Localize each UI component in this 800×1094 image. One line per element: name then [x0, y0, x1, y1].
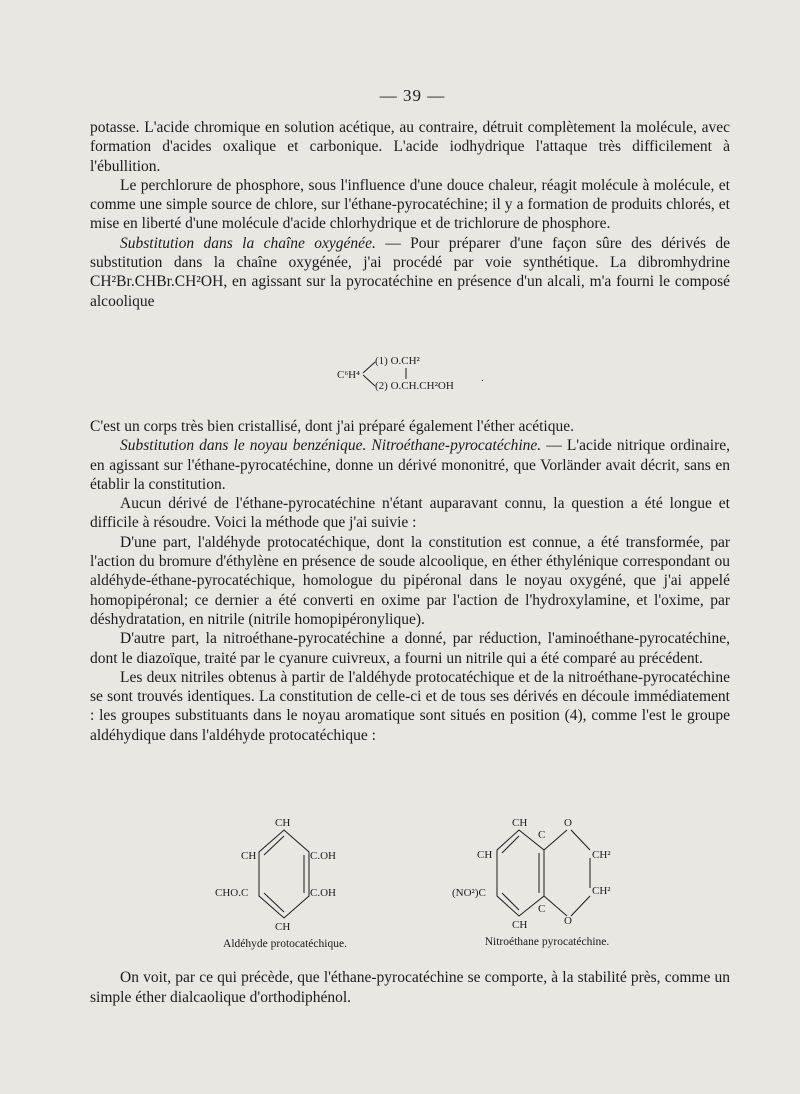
atom-right-coh-low: C.OH — [310, 887, 336, 899]
paragraph-conclusion — [90, 968, 730, 1008]
atom-n-ch2-top: CH² — [592, 849, 611, 861]
atom-cho-c: CHO.C — [215, 887, 249, 899]
formula-alcoolique — [335, 348, 535, 396]
figure-aldehyde — [205, 814, 365, 934]
structure-nitroethane — [452, 812, 632, 934]
paragraph-chaine-text: — Pour préparer d'une façon sûre des dérivés de substitution dans la chaîne oxygénée, j'ai procédé par voie synthétique. La dibromhydrine CH²Br.CHBr.CH²OH, en agissant sur la pyrocatéchine en présence d'un alcali, m'a fourni le composé alcoolique — [90, 234, 730, 310]
figure-nitroethane — [452, 812, 632, 934]
paragraph-chaine-oxygenee — [90, 234, 730, 311]
caption-aldehyde: Aldéhyde protocatéchique. — [223, 938, 347, 950]
caption-nitroethane: Nitroéthane pyrocatéchine. — [484, 936, 610, 948]
atom-n-ch2-bottom: CH² — [592, 885, 611, 897]
paragraph-aucun-derive: Aucun dérivé de l'éthane-pyrocatéchine n'étant auparavant connu, la question a été longue et difficile à résoudre. Voici la méthode que j'ai suivie : — [90, 495, 730, 532]
page-number: — 39 — — [379, 86, 446, 105]
conclusion-text: On voit, par ce qui précède, que l'éthane-pyrocatéchine se comporte, à la stabilité près, comme un simple éther dialcaolique d'orthodiphénol. — [90, 969, 730, 1006]
atom-right-coh: C.OH — [310, 850, 336, 862]
text-block-middle — [90, 417, 730, 745]
atom-n-c-bottom: C — [538, 903, 546, 915]
paragraph-cristallise: C'est un corps très bien cristallisé, dont j'ai préparé également l'éther acétique. — [90, 418, 574, 435]
paragraph-autre-part: D'autre part, la nitroéthane-pyrocatéchine a donné, par réduction, l'aminoéthane-pyrocatéchine, dont le diazoïque, traité par le cyanure cuivreux, a fourni un nitrile qui a été comparé au précédent. — [90, 630, 730, 667]
text-block-top — [90, 118, 730, 311]
paragraph-potasse: potasse. L'acide chromique en solution acétique, au contraire, détruit complètement la molécule, avec formation d'acides oxalique et carbonique. L'acide iodhydrique l'attaque très difficilement à l'ébullition. — [90, 119, 730, 175]
section-heading-noyau: Substitution dans le noyau benzénique. Nitroéthane-pyrocatéchine. — [120, 437, 542, 455]
paragraph-noyau-benzenique — [90, 436, 730, 494]
structure-aldehyde — [205, 814, 365, 934]
section-heading-chaine: Substitution dans la chaîne oxygénée. — [120, 234, 376, 252]
atom-n-bottom-o: O — [564, 915, 572, 927]
atom-n-top-ch: CH — [512, 817, 528, 829]
atom-n-left-ch: CH — [477, 849, 493, 861]
formula-svg — [335, 348, 535, 396]
atom-n-no2: (NO²)C — [452, 887, 486, 899]
paragraph-noyau-text: — L'acide nitrique ordinaire, en agissant sur l'éthane-pyrocatéchine, donne un dérivé mononitré, que Vorländer avait décrit, sans en établir la constitution. — [90, 437, 730, 493]
formula-top-branch: (1) O.CH² — [375, 355, 420, 367]
paragraph-une-part: D'une part, l'aldéhyde protocatéchique, dont la constitution est connue, a été transformée, par l'action du bromure d'éthylène en présence de soude alcoolique, en éther éthylénique correspondant ou aldéhyde-éthane-pyrocatéchique, homologue du pipéronal dans le noyau oxygéné, que j'ai appelé homopipéronal; ce dernier a été converti en oxime par l'action de l'hydroxylamine, et l'oxime, par déshydratation, en nitrile (nitrile homopipéronylique). — [90, 533, 730, 628]
atom-n-top-o: O — [564, 817, 572, 829]
formula-period: . — [481, 372, 484, 384]
atom-top-ch: CH — [275, 817, 291, 829]
formula-bottom-branch: (2) O.CH.CH²OH — [375, 380, 454, 392]
paragraph-deux-nitriles: Les deux nitriles obtenus à partir de l'aldéhyde protocatéchique et de la nitroéthane-pyrocatéchine se sont trouvés identiques. La constitution de celle-ci et de tous ses dérivés en découle immédiatement : les groupes substituants dans le noyau aromatique sont situés en position (4), comme l'est le groupe aldéhydique dans l'aldéhyde protocatéchique : — [90, 668, 730, 744]
atom-n-bottom-ch: CH — [512, 919, 528, 931]
paragraph-perchlorure: Le perchlorure de phosphore, sous l'influence d'une douce chaleur, réagit molécule à molécule, et comme une simple source de chlore, sur l'éthane-pyrocatéchine; il y a formation de produits chlorés, et mise en liberté d'une molécule d'acide chlorhydrique et de trichlorure de phosphore. — [90, 176, 730, 233]
atom-left-ch: CH — [241, 850, 257, 862]
atom-bottom-ch: CH — [275, 921, 291, 933]
formula-c6h4: C⁶H⁴ — [337, 369, 360, 381]
atom-n-c-top: C — [538, 829, 546, 841]
